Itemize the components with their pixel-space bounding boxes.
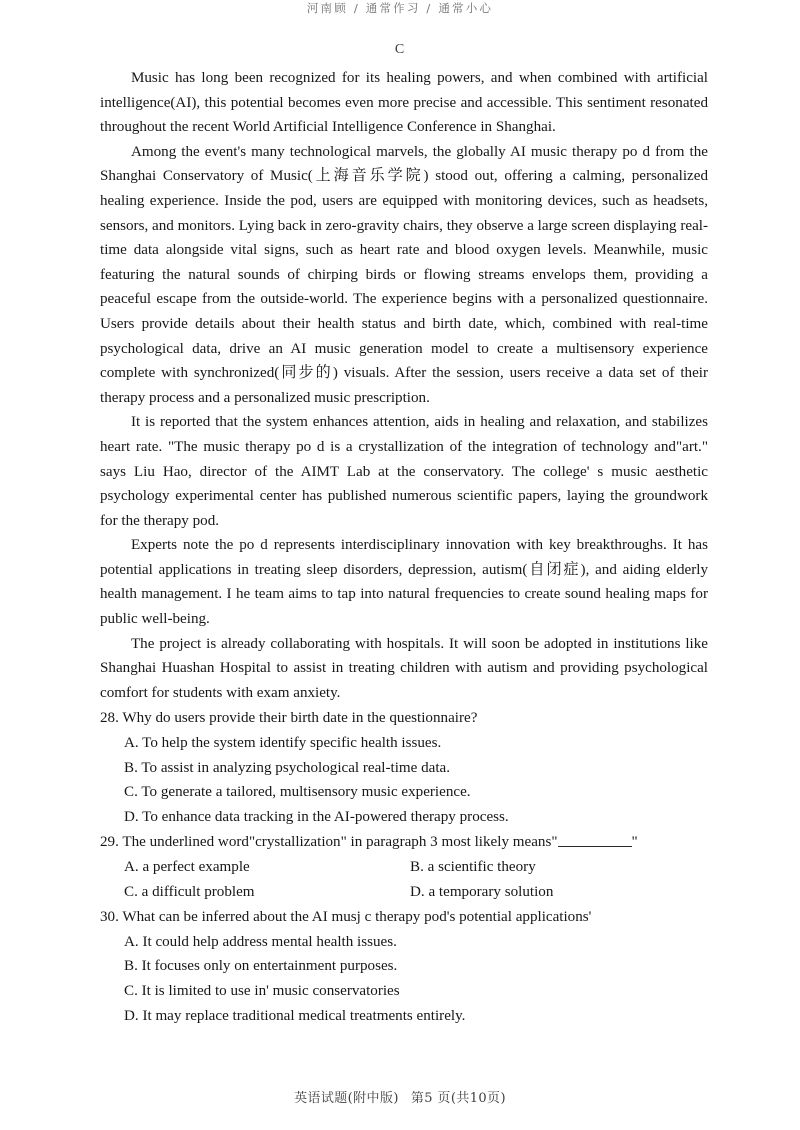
question-30-option-a[interactable]: A. It could help address mental health issues.: [124, 933, 397, 950]
footer-subject: 英语试题(附中版): [294, 1091, 399, 1106]
question-28-options: [100, 731, 708, 829]
question-29-options-row-2: [100, 880, 708, 905]
question-29-stem-after-blank: ": [631, 834, 638, 851]
question-28-option-b[interactable]: B. To assist in analyzing psychological real-time data.: [124, 759, 451, 776]
question-29-option-b[interactable]: B. a scientific theory: [410, 859, 536, 875]
question-29-options: [100, 855, 708, 904]
question-29-stem-before-blank: 29. The underlined word"crystallization" in paragraph 3 most likely means": [100, 834, 558, 851]
footer-page-number: 第5 页(共10页): [410, 1091, 506, 1106]
question-29-option-d[interactable]: D. a temporary solution: [410, 883, 554, 900]
page-footer: [0, 1087, 800, 1106]
passage-paragraph-5: The project is already collaborating with hospitals. It will soon be adopted in institutions like Shanghai Huashan Hospital to assist in treating children with autism and providing psychological comfort for students with exam anxiety.: [100, 635, 708, 701]
passage-paragraph-2: Among the event's many technological marvels, the globally AI music therapy po d from the Shanghai Conservatory of Music(上海音乐学院) stood out, offering a calming, personalized healing experience. Inside the pod, users are equipped with monitoring devices, such as headsets, sensors, and monitors. Lying back in zero-gravity chairs, they observe a large screen displaying real-time data alongside vital signs, such as heart rate and blood oxygen levels. Meanwhile, music featuring the natural sounds of chirping birds or flowing streams envelops them, providing a peaceful escape from the outside-world. The experience begins with a personalized questionnaire. Users provide details about their health status and birth date, which, combined with real-time psychological data, drive an AI music generation model to create a multisensory experience complete with synchronized(同步的) visuals. After the session, users receive a data set of their therapy process and a personalized music prescription.: [100, 143, 708, 406]
question-29-option-c[interactable]: C. a difficult problem: [124, 883, 255, 900]
passage-paragraph-3: It is reported that the system enhances attention, aids in healing and relaxation, and stabilizes heart rate. "The music therapy po d is a crystallization of the integration of technology and"art." says Liu Hao, director of the AIMT Lab at the conservatory. The college' s music aesthetic psychology experimental center has published numerous scientific papers, laying the groundwork for the therapy pod.: [100, 414, 708, 529]
question-29-options-row-1: [100, 855, 708, 880]
running-header: 河南顾 / 通常作习 / 通常小心: [306, 1, 494, 15]
question-28-option-a[interactable]: A. To help the system identify specific health issues.: [124, 735, 442, 752]
question-30-option-b[interactable]: B. It focuses only on entertainment purposes.: [124, 958, 398, 975]
page-content: [100, 40, 708, 1028]
question-30-option-d[interactable]: D. It may replace traditional medical treatments entirely.: [124, 1007, 466, 1024]
question-28-option-c[interactable]: C. To generate a tailored, multisensory music experience.: [124, 784, 471, 801]
question-28: [100, 706, 708, 829]
question-29-option-a[interactable]: A. a perfect example: [124, 859, 250, 875]
section-letter-heading: C: [394, 42, 405, 57]
question-28-option-d[interactable]: D. To enhance data tracking in the AI-powered therapy process.: [124, 808, 509, 825]
passage-paragraph-4: Experts note the po d represents interdisciplinary innovation with key breakthroughs. It has potential applications in treating sleep disorders, depression, autism(自闭症), and aiding elderly health management. I he team aims to tap into natural frequencies to create sound healing maps for public well-being.: [100, 537, 708, 628]
question-28-stem: 28. Why do users provide their birth date in the questionnaire?: [100, 710, 478, 727]
question-30-stem: 30. What can be inferred about the AI musj c therapy pod's potential applications': [100, 909, 592, 926]
passage-paragraph-1: Music has long been recognized for its healing powers, and when combined with artificial intelligence(AI), this potential becomes even more precise and accessible. This sentiment resonated throughout the recent World Artificial Intelligence Conference in Shanghai.: [100, 70, 708, 136]
question-30-options: [100, 930, 708, 1028]
question-29-stem: [100, 830, 708, 855]
question-29: [100, 830, 708, 904]
question-30-option-c[interactable]: C. It is limited to use in' music conservatories: [124, 982, 400, 999]
answer-blank[interactable]: [558, 833, 632, 847]
question-30: [100, 905, 708, 1028]
